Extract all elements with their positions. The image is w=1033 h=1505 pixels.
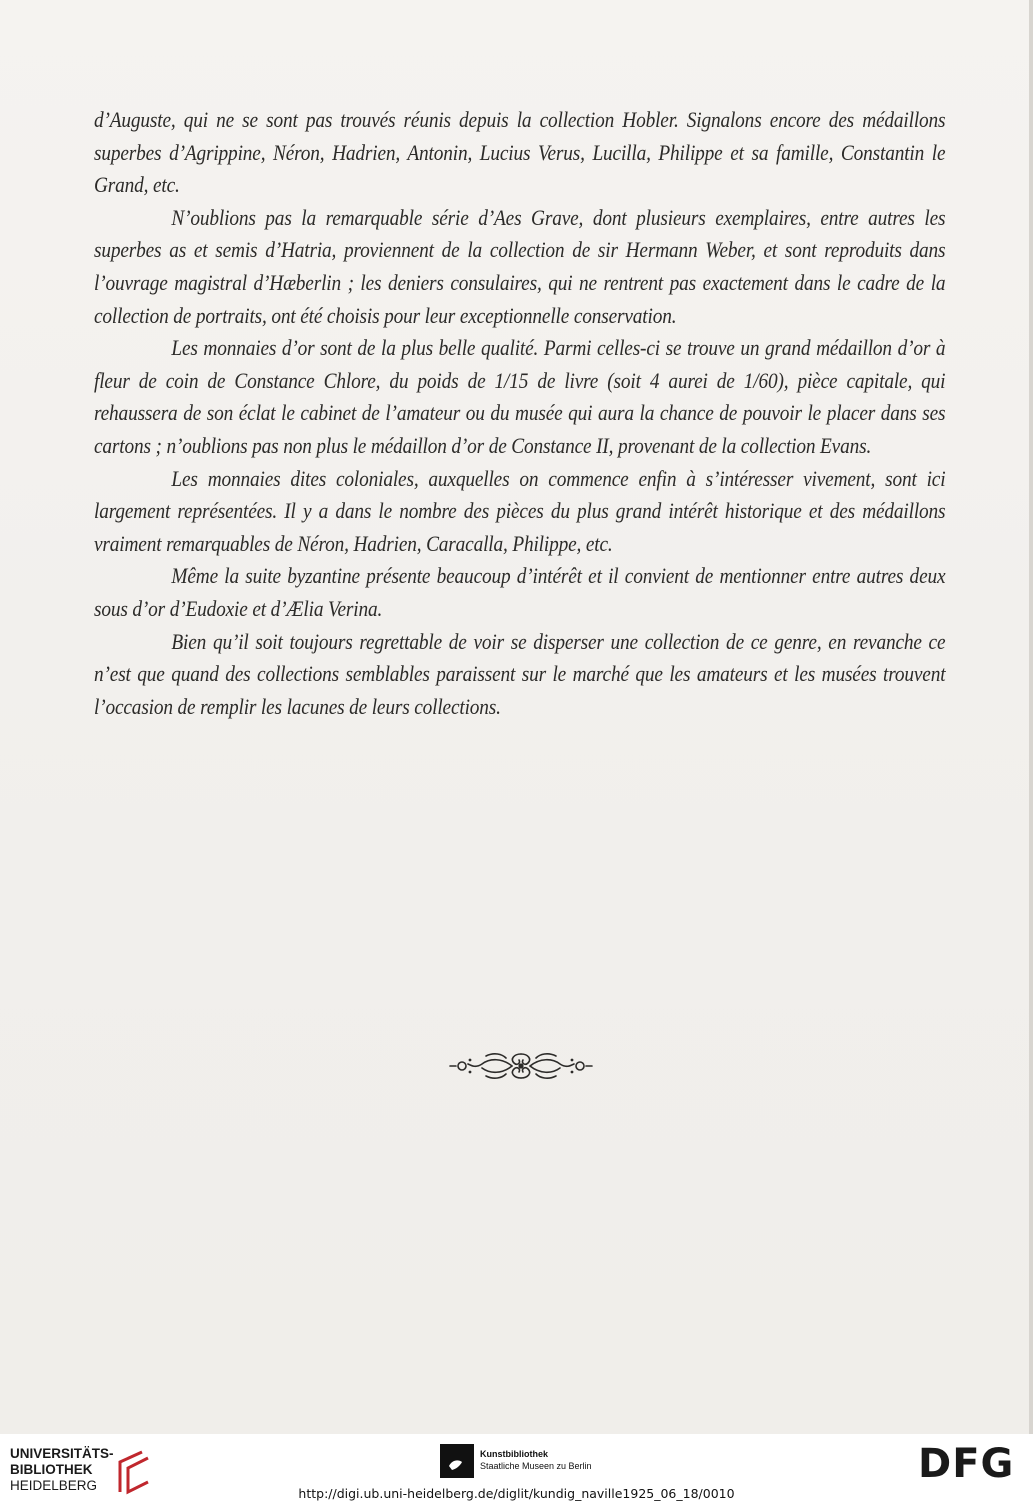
dfg-logo[interactable]: DFG	[918, 1441, 1015, 1487]
footer-bar	[0, 1434, 1033, 1505]
kunstbibliothek-text	[480, 1448, 592, 1472]
kunstbibliothek-logo[interactable]	[440, 1444, 620, 1480]
library-line-3: HEIDELBERG	[10, 1478, 98, 1493]
kunstbibliothek-mark-icon	[440, 1444, 474, 1478]
paragraph-6: Bien qu’il soit toujours regrettable de voir se disperser une collection de ce genre, en revanche ce n’est que quand des collections semblables paraissent sur le marché que les amateurs et les musées trouvent l’occasion de remplir les lacunes de leurs collections.	[94, 628, 946, 719]
paragraph-3: Les monnaies d’or sont de la plus belle qualité. Parmi celles-ci se trouve un grand médaillon d’or à fleur de coin de Constance Chlore, du poids de 1/15 de livre (soit 4 aurei de 1/60), pièce capitale, qui rehaussera de son éclat le cabinet de l’amateur ou du musée qui aura la chance de pouvoir le placer dans ses cartons ; n’oublions pas non plus le médaillon d’or de Constance II, provenant de la collection Evans.	[94, 335, 946, 458]
ornament-fleuron-icon	[446, 1046, 596, 1086]
page-edge	[1029, 0, 1033, 1434]
library-line-1: UNIVERSITÄTS-	[10, 1446, 114, 1461]
library-line-2: BIBLIOTHEK	[10, 1462, 93, 1477]
body-text	[94, 104, 946, 723]
paragraph-1: d’Auguste, qui ne se sont pas trouvés réunis depuis la collection Hobler. Signalons encore des médaillons superbes d’Agrippine, Néron, Hadrien, Antonin, Lucius Verus, Lucilla, Philippe et sa famille, Constantin le Grand, etc.	[94, 107, 946, 198]
eagle-icon	[440, 1444, 474, 1478]
kb-line-1: Kunstbibliothek	[480, 1449, 548, 1459]
paragraph-5: Même la suite byzantine présente beaucoup d’intérêt et il convient de mentionner entre autres deux sous d’or d’Eudoxie et d’Ælia Verina.	[94, 563, 946, 621]
paragraph-2: N’oublions pas la remarquable série d’Aes Grave, dont plusieurs exemplaires, entre autres les superbes as et semis d’Hatria, proviennent de la collection de sir Hermann Weber, et sont reproduits dans l’ouvrage magistral d’Hæberlin ; les deniers consulaires, qui ne rentrent pas exactement dans le cadre de la collection de portraits, ont été choisis pour leur exceptionnelle conservation.	[94, 204, 946, 328]
paragraph-4: Les monnaies dites coloniales, auxquelles on commence enfin à s’intéresser vivement, sont ici largement représentées. Il y a dans le nombre des pièces du plus grand intérêt historique et des médaillons vraiment remarquables de Néron, Hadrien, Caracalla, Philippe, etc.	[94, 465, 946, 556]
kb-line-2: Staatliche Museen zu Berlin	[480, 1461, 592, 1471]
permalink-url[interactable]: http://digi.ub.uni-heidelberg.de/diglit/kundig_naville1925_06_18/0010	[298, 1486, 735, 1501]
